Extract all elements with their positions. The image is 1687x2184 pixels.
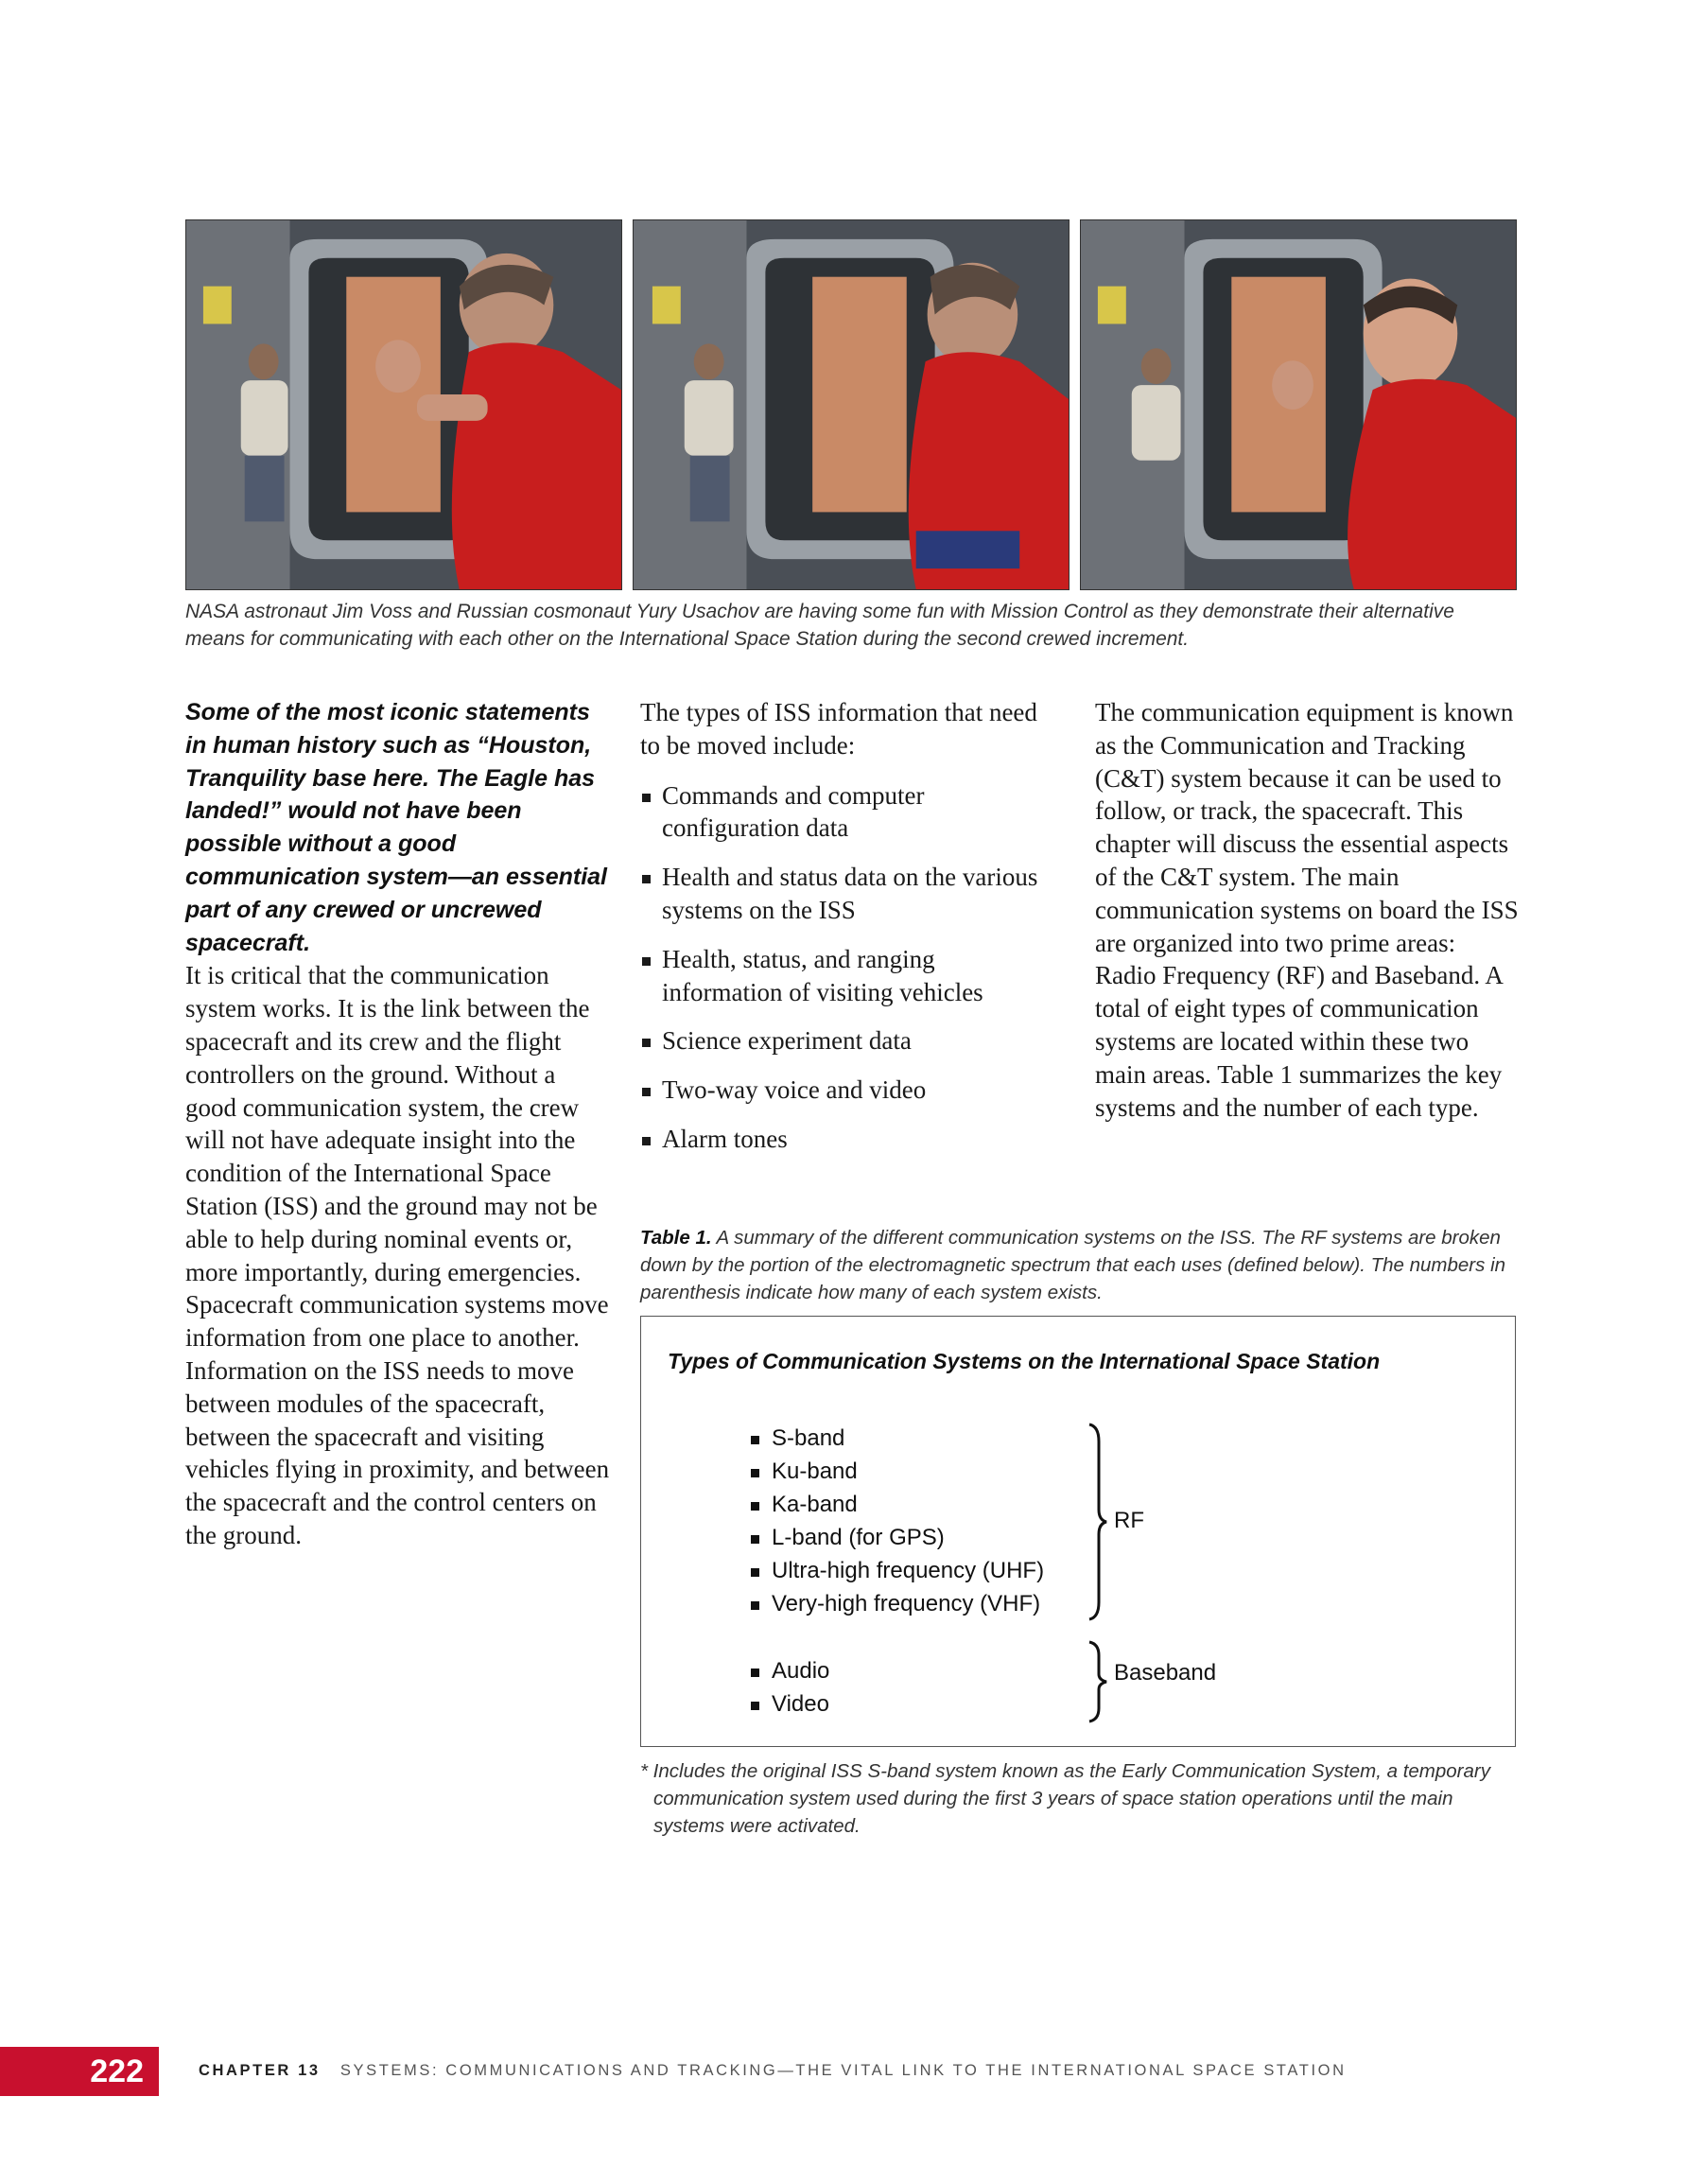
- column-1: [185, 696, 611, 1552]
- comm-systems-table: [640, 1316, 1516, 1747]
- list-item: Health, status, and ranging information of visiting vehicles: [640, 943, 1056, 1009]
- info-types-intro: The types of ISS information that need to be moved include:: [640, 698, 1037, 760]
- list-item: Video: [751, 1687, 829, 1721]
- table-caption: [640, 1224, 1520, 1306]
- list-item: Two-way voice and video: [640, 1074, 1056, 1107]
- list-item: L-band (for GPS): [751, 1521, 1044, 1554]
- table-title: Types of Communication Systems on the International Space Station: [668, 1349, 1381, 1373]
- column-3: [1095, 696, 1521, 1124]
- baseband-group-label: Baseband: [1114, 1660, 1217, 1686]
- photo-drinking: [633, 219, 1070, 590]
- rf-systems-list: [751, 1422, 1044, 1620]
- photo-caption: NASA astronaut Jim Voss and Russian cosmonaut Yury Usachov are having some fun with Mission Control as they demonstrate their alternative means for communicating with each other on the International Space Station during the second crewed increment.: [185, 601, 1454, 650]
- list-item: Ka-band: [751, 1488, 1044, 1521]
- intro-paragraph: It is critical that the communication system works. It is the link between the spacecraft and its crew and the flight controllers on the ground. Without a good communication system, the crew will not have adequate insight into the condition of the International Space Station (ISS) and the ground may not be able to help during nominal events or, more importantly, during emergencies. Spacecraft communication systems move information from one place to another. Information on the ISS needs to move between modules of the spacecraft, between the spacecraft and visiting vehicles flying in proximity, and between the spacecraft and the control centers on the ground.: [185, 961, 610, 1549]
- list-item: Ultra-high frequency (UHF): [751, 1554, 1044, 1587]
- rf-brace-icon: [1086, 1423, 1108, 1621]
- photo-laughing: [1080, 219, 1517, 590]
- baseband-brace-icon: [1086, 1640, 1108, 1723]
- baseband-systems-list: [751, 1654, 829, 1721]
- page-number: 222: [0, 2047, 159, 2096]
- ct-system-paragraph: The communication equipment is known as the Communication and Tracking (C&T) system because it can be used to follow, or track, the spacecraft. This chapter will discuss the essential aspects of the C&T system. The main communication systems on board the ISS are organized into two prime areas: Radio Frequency (RF) and Baseband. A total of eight types of communication systems are located within these two main areas. Table 1 summarizes the key systems and the number of each type.: [1095, 698, 1519, 1122]
- list-item: Alarm tones: [640, 1123, 1056, 1156]
- list-item: Ku-band: [751, 1455, 1044, 1488]
- list-item: Audio: [751, 1654, 829, 1687]
- chapter-title: SYSTEMS: COMMUNICATIONS AND TRACKING—THE VITAL LINK TO THE INTERNATIONAL SPACE STATION: [339, 2062, 1347, 2079]
- table-caption-text: A summary of the different communication systems on the ISS. The RF systems are broken down by the portion of the electromagnetic spectrum that each uses (defined below). The numbers in parenthesis indicate how many of each system exists.: [640, 1227, 1506, 1303]
- column-2: [640, 696, 1056, 1172]
- list-item: Science experiment data: [640, 1024, 1056, 1057]
- list-item: Very-high frequency (VHF): [751, 1587, 1044, 1620]
- list-item: S-band: [751, 1422, 1044, 1455]
- info-types-list: [640, 779, 1056, 1156]
- chapter-label: CHAPTER 13: [199, 2062, 321, 2079]
- table-caption-lead: Table 1.: [640, 1227, 712, 1249]
- list-item: Health and status data on the various systems on the ISS: [640, 861, 1056, 927]
- list-item: Commands and computer configuration data: [640, 779, 1056, 846]
- rf-group-label: RF: [1114, 1508, 1144, 1533]
- table-footnote: * Includes the original ISS S-band system known as the Early Communication System, a temporary communication system used during the first 3 years of space station operations until the main systems were activated.: [640, 1760, 1490, 1837]
- pull-quote: Some of the most iconic statements in human history such as “Houston, Tranquility base here. The Eagle has landed!” would not have been possible without a good communication system—an essential part of any crewed or uncrewed spacecraft.: [185, 699, 607, 956]
- photo-thumbs-up: [185, 219, 622, 590]
- running-footer: [199, 2062, 1347, 2080]
